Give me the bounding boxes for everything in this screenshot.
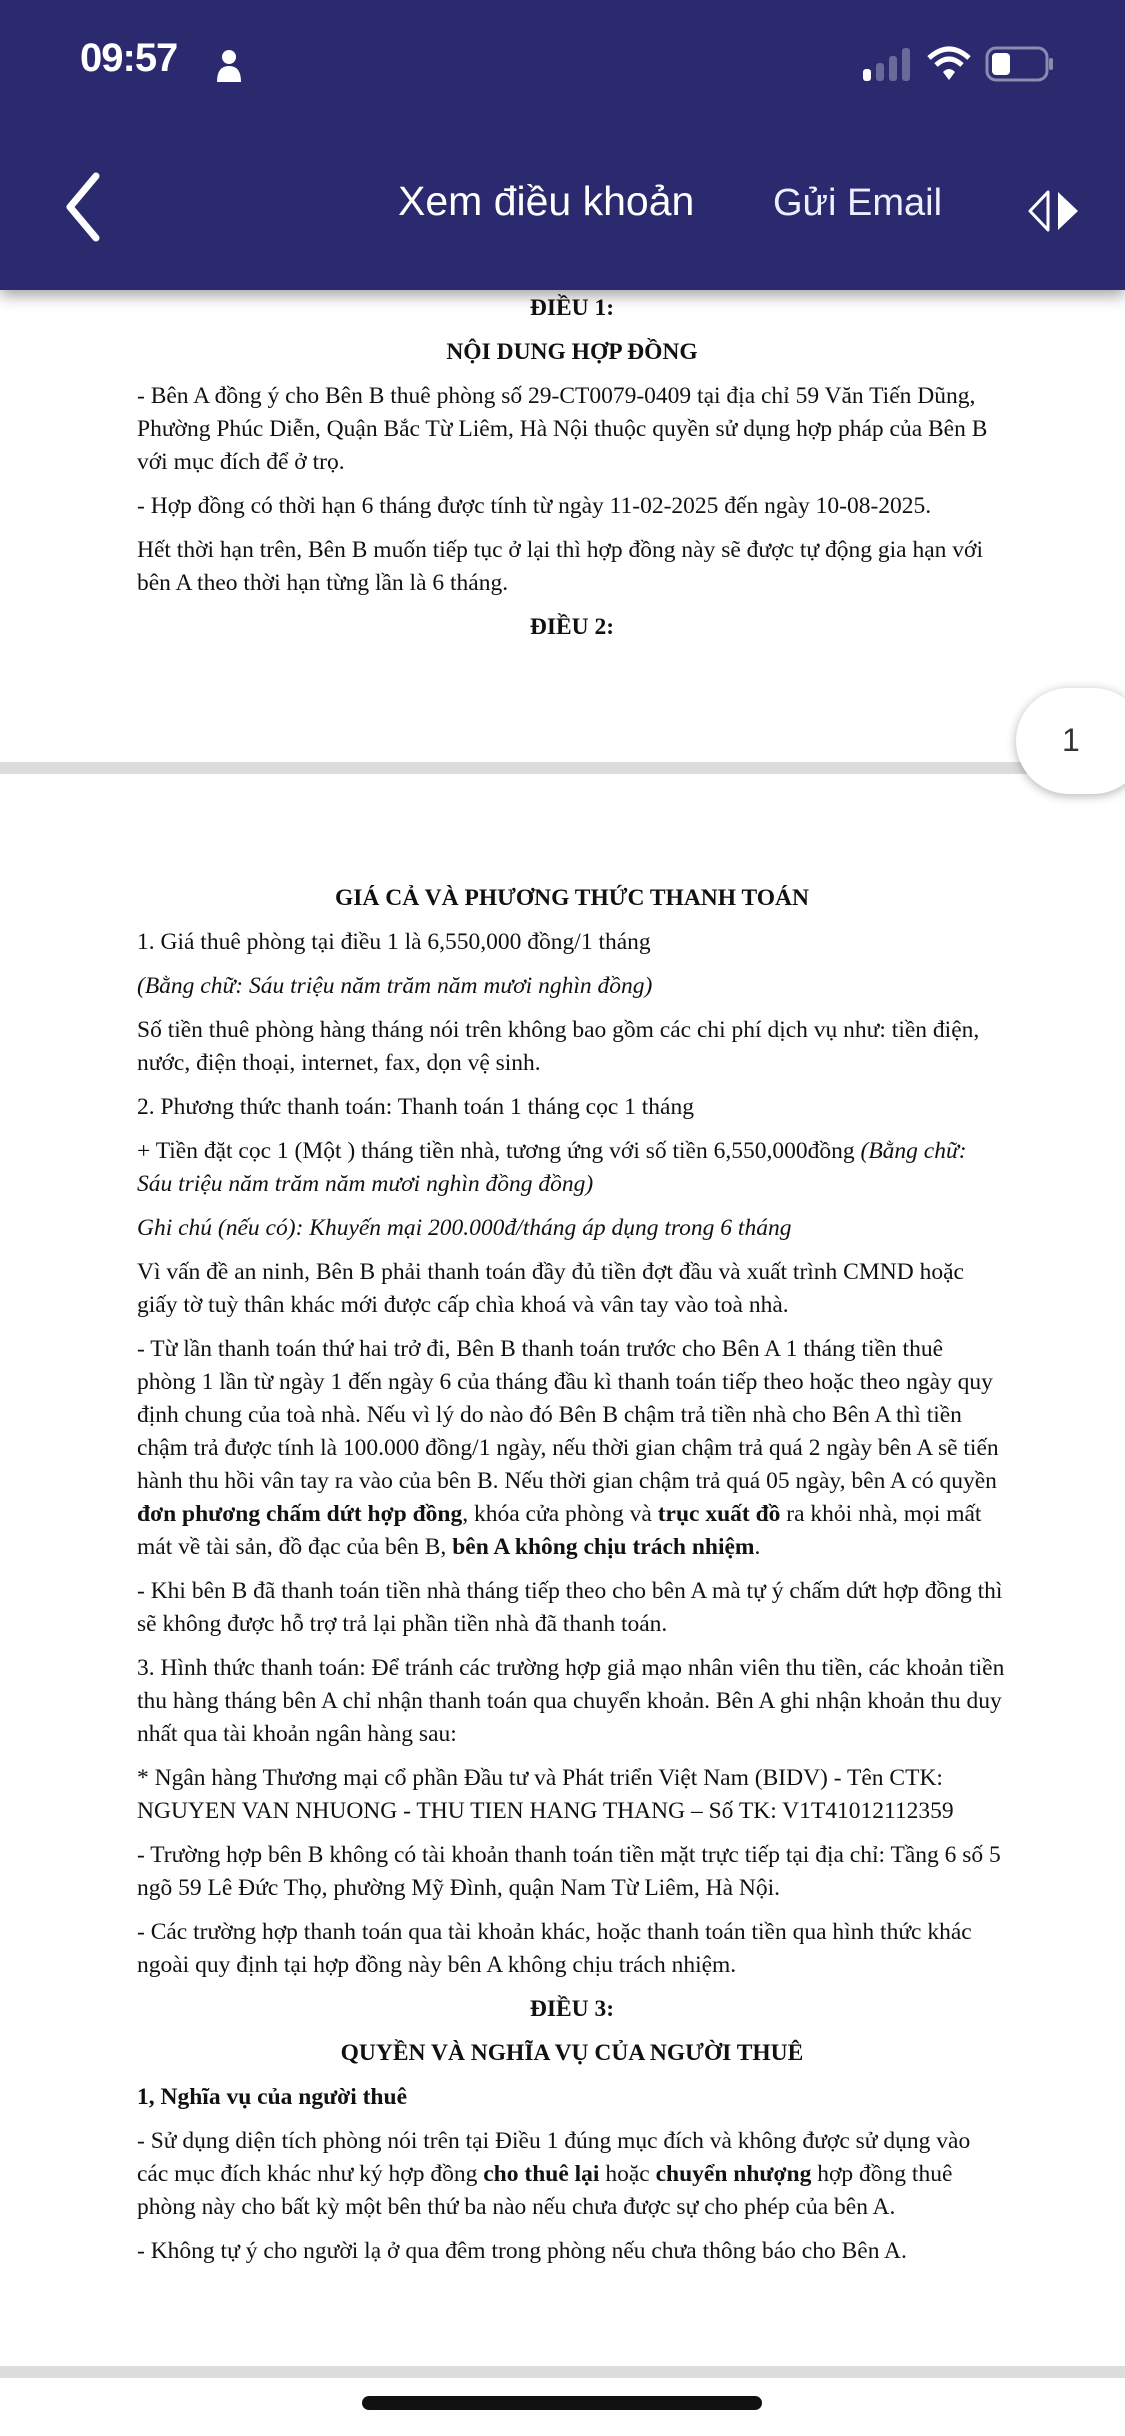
person-icon <box>216 48 242 82</box>
bold-text: bên A không chịu trách nhiệm <box>452 1534 755 1560</box>
paragraph <box>137 490 1007 523</box>
text: ĐIỀU 3: <box>529 1996 615 2022</box>
paragraph <box>137 1091 1007 1124</box>
battery-icon <box>985 46 1055 82</box>
paragraph <box>137 970 1007 1003</box>
paragraph <box>137 1333 1007 1564</box>
paragraph <box>137 1256 1007 1322</box>
text: QUYỀN VÀ NGHĨA VỤ CỦA NGƯỜI THUÊ <box>340 2040 804 2066</box>
section-heading <box>137 2037 1007 2070</box>
paragraph <box>137 1135 1007 1201</box>
text: - Trường hợp bên B không có tài khoản thanh toán tiền mặt trực tiếp tại địa chỉ: Tầng 6 số 5 ngõ 59 Lê Đức Thọ, phường Mỹ Đình, quận Nam Từ Liêm, Hà Nội. <box>137 1842 1001 1901</box>
italic-text: (Bằng chữ: Sáu triệu năm trăm năm mươi nghìn đồng đồng) <box>137 1138 967 1197</box>
status-time: 09:57 <box>80 36 178 80</box>
italic-text: Ghi chú (nếu có): Khuyến mại 200.000đ/tháng áp dụng trong 6 tháng <box>137 1215 792 1241</box>
text: - Từ lần thanh toán thứ hai trở đi, Bên B thanh toán trước cho Bên A 1 tháng tiền thuê phòng 1 lần từ ngày 1 đến ngày 6 của tháng đầu kì thanh toán tiếp theo hoặc theo ngày quy định chung của toà nhà. Nếu vì lý do nào đó Bên B chậm trả tiền nhà cho Bên A thì tiền chậm trả được tính là 100.000 đồng/1 ngày, nếu thời gian chậm trả quá 2 ngày bên A sẽ tiến hành thu hồi vân tay ra vào của bên B. Nếu thời gian chậm trả quá 05 ngày, bên A có quyền <box>137 1336 999 1494</box>
text: 1. Giá thuê phòng tại điều 1 là 6,550,000 đồng/1 tháng <box>137 929 651 955</box>
paragraph <box>137 1212 1007 1245</box>
prev-next-arrows-icon[interactable] <box>1026 188 1082 234</box>
text: - Không tự ý cho người lạ ở qua đêm trong phòng nếu chưa thông báo cho Bên A. <box>137 2238 907 2264</box>
page-title: Xem điều khoản <box>398 178 695 224</box>
paragraph <box>137 380 1007 479</box>
section-heading <box>137 336 1007 369</box>
text: . <box>754 1534 761 1560</box>
text: ĐIỀU 1: <box>529 295 615 321</box>
bold-text: cho thuê lại <box>483 2161 600 2187</box>
document-page-1 <box>0 290 1125 760</box>
text: * Ngân hàng Thương mại cổ phần Đầu tư và Phát triển Việt Nam (BIDV) - Tên CTK: NGUYEN VAN NHUONG - THU TIEN HANG THANG – Số TK: V1T41012112359 <box>137 1765 954 1824</box>
bold-text: đơn phương chấm dứt hợp đồng <box>137 1501 463 1527</box>
bold-text: trục xuất đồ <box>657 1501 781 1527</box>
paragraph <box>137 926 1007 959</box>
text: hợp đồng thuê phòng này cho bất kỳ một bên thứ ba nào nếu chưa được sự cho phép của bên A. <box>137 2161 953 2220</box>
page-number: 1 <box>1062 722 1080 758</box>
text: NỘI DUNG HỢP ĐỒNG <box>446 339 698 365</box>
paragraph <box>137 2235 1007 2268</box>
text: ĐIỀU 2: <box>529 614 615 640</box>
page-divider <box>0 762 1125 774</box>
paragraph <box>137 534 1007 600</box>
status-icons <box>863 46 1055 82</box>
cellular-signal-icon <box>863 47 913 81</box>
section-heading <box>137 611 1007 644</box>
document-page-2 <box>0 774 1125 2364</box>
text: - Khi bên B đã thanh toán tiền nhà tháng tiếp theo cho bên A mà tự ý chấm dứt hợp đồng thì sẽ không được hỗ trợ trả lại phần tiền nhà đã thanh toán. <box>137 1578 1003 1637</box>
text: + Tiền đặt cọc 1 (Một ) tháng tiền nhà, tương ứng với số tiền 6,550,000đồng <box>137 1138 861 1164</box>
page-divider <box>0 2366 1125 2378</box>
page-2-content <box>137 882 1007 2279</box>
text: - Bên A đồng ý cho Bên B thuê phòng số 29-CT0079-0409 tại địa chỉ 59 Văn Tiến Dũng, Phường Phúc Diễn, Quận Bắc Từ Liêm, Hà Nội thuộc quyền sử dụng hợp pháp của Bên B với mục đích để ở trọ. <box>137 383 988 475</box>
text: ra khỏi nhà, mọi mất mát về tài sản, đồ đạc của bên B, <box>137 1501 982 1560</box>
text: - Các trường hợp thanh toán qua tài khoản khác, hoặc thanh toán tiền qua hình thức khác ngoài quy định tại hợp đồng này bên A không chịu trách nhiệm. <box>137 1919 972 1978</box>
text: hoặc <box>599 2161 656 2187</box>
text: GIÁ CẢ VÀ PHƯƠNG THỨC THANH TOÁN <box>335 885 809 911</box>
text: Vì vấn đề an ninh, Bên B phải thanh toán đầy đủ tiền đợt đầu và xuất trình CMND hoặc giấy tờ tuỳ thân khác mới được cấp chìa khoá và vân tay vào toà nhà. <box>137 1259 964 1318</box>
paragraph <box>137 1839 1007 1905</box>
paragraph <box>137 1762 1007 1828</box>
home-indicator[interactable] <box>362 2396 762 2410</box>
text: - Sử dụng diện tích phòng nói trên tại Điều 1 đúng mục đích và không được sử dụng vào các mục đích khác như ký hợp đồng <box>137 2128 971 2187</box>
paragraph <box>137 1916 1007 1982</box>
paragraph <box>137 2125 1007 2224</box>
back-chevron-icon[interactable] <box>62 172 106 242</box>
text: 3. Hình thức thanh toán: Để tránh các trường hợp giả mạo nhân viên thu tiền, các khoản tiền thu hàng tháng bên A chỉ nhận thanh toán qua chuyển khoản. Bên A ghi nhận khoản thu duy nhất qua tài khoản ngân hàng sau: <box>137 1655 1005 1747</box>
section-heading <box>137 882 1007 915</box>
section-heading <box>137 1993 1007 2026</box>
paragraph <box>137 1652 1007 1751</box>
text: , khóa cửa phòng và <box>462 1501 658 1527</box>
section-heading <box>137 292 1007 325</box>
italic-text: (Bằng chữ: Sáu triệu năm trăm năm mươi nghìn đồng) <box>137 973 653 999</box>
text: Số tiền thuê phòng hàng tháng nói trên không bao gồm các chi phí dịch vụ như: tiền điện, nước, điện thoại, internet, fax, dọn vệ sinh. <box>137 1017 980 1076</box>
bold-text: 1, Nghĩa vụ của người thuê <box>137 2084 407 2110</box>
send-email-button[interactable]: Gửi Email <box>773 182 943 224</box>
paragraph <box>137 1575 1007 1641</box>
bold-text: chuyển nhượng <box>655 2161 812 2187</box>
text: Hết thời hạn trên, Bên B muốn tiếp tục ở lại thì hợp đồng này sẽ được tự động gia hạn với bên A theo thời hạn từng lần là 6 tháng. <box>137 537 983 596</box>
page-1-content <box>137 292 1007 655</box>
wifi-icon <box>927 46 971 82</box>
text: - Hợp đồng có thời hạn 6 tháng được tính từ ngày 11-02-2025 đến ngày 10-08-2025. <box>137 493 932 519</box>
paragraph <box>137 1014 1007 1080</box>
paragraph <box>137 2081 1007 2114</box>
nav-header <box>0 0 1125 290</box>
page-number-indicator <box>1016 688 1125 794</box>
text: 2. Phương thức thanh toán: Thanh toán 1 tháng cọc 1 tháng <box>137 1094 694 1120</box>
